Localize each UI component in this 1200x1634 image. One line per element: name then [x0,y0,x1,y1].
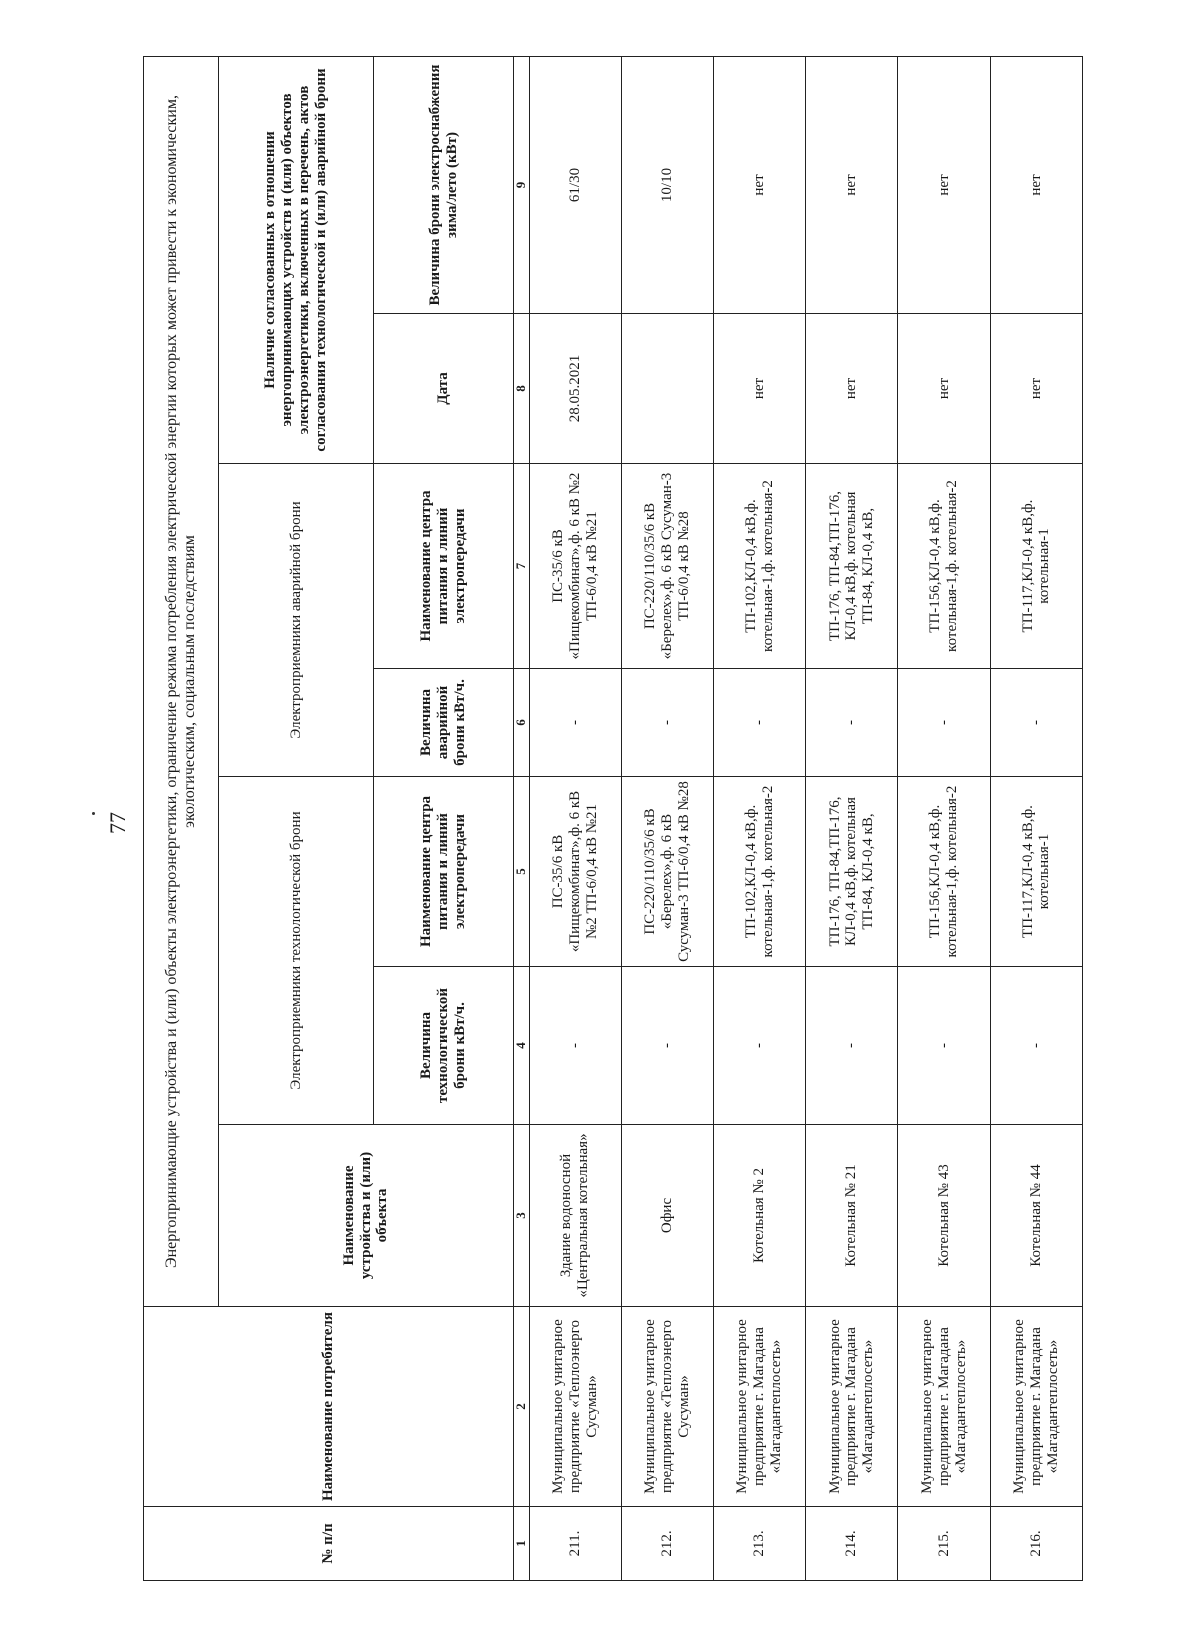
row-object: Здание водоносной «Центральная котельная» [529,1125,621,1307]
row-object: Котельная № 44 [990,1125,1082,1307]
table-row [529,56,621,1580]
row-bron: нет [898,56,990,313]
table-row [990,56,1082,1580]
row-emerg-value: - [529,669,621,777]
col-number: 1 [514,1507,530,1581]
row-tech-value: - [898,967,990,1125]
row-num: 214. [806,1507,898,1581]
row-emerg-value: - [714,669,806,777]
row-tech-center: ПС-220/110/35/6 кВ «Берелех»,ф. 6 кВ Сусуман-3 ТП-6/0,4 кВ №28 [621,777,713,967]
header-emerg-value: Величина аварийной брони кВт/ч. [374,669,514,777]
row-emerg-center: ТП-102,КЛ-0,4 кВ,ф. котельная-1,ф. котельная-2 [714,464,806,669]
row-bron: нет [990,56,1082,313]
row-emerg-center: ПС-220/110/35/6 кВ «Берелех»,ф. 6 кВ Сусуман-3 ТП-6/0,4 кВ №28 [621,464,713,669]
col-number: 5 [514,777,530,967]
row-tech-center: ТП-102,КЛ-0,4 кВ,ф. котельная-1,ф. котельная-2 [714,777,806,967]
row-consumer: Муниципальное унитарное предприятие «Теплоэнерго Сусуман» [529,1307,621,1507]
row-tech-value: - [621,967,713,1125]
row-object: Котельная № 43 [898,1125,990,1307]
row-tech-center: ТП-117,КЛ-0,4 кВ,ф. котельная-1 [990,777,1082,967]
col-number: 3 [514,1125,530,1307]
header-group-acts: Наличие согласованных в отношении энергопринимающих устройств и (или) объектов электроэнергетики, включенных в перечень, актов согласования технологической и (или) аварийной брони [219,56,374,463]
row-emerg-center: ПС-35/6 кВ «Пищекомбинат»,ф. 6 кВ №2 ТП-6/0,4 кВ №21 [529,464,621,669]
header-group-tech: Электроприемники технологической брони [219,777,374,1125]
row-emerg-value: - [898,669,990,777]
col-number: 6 [514,669,530,777]
row-date: 28.05.2021 [529,314,621,464]
header-tech-value: Величина технологической брони кВт/ч. [374,967,514,1125]
scan-dot [92,812,95,815]
row-consumer: Муниципальное унитарное предприятие г. Магадана «Магадантеплосеть» [714,1307,806,1507]
col-number: 4 [514,967,530,1125]
reservation-table [143,56,1083,1581]
row-date: нет [714,314,806,464]
header-object: Наименование устройства и (или) объекта [219,1125,514,1307]
row-emerg-center: ТП-176, ТП-84,ТП-176, КЛ-0,4 кВ,ф. котельная ТП-84, КЛ-0,4 кВ, [806,464,898,669]
rotated-table-container [143,57,1083,1581]
row-emerg-value: - [621,669,713,777]
row-date: нет [898,314,990,464]
header-tech-center: Наименование центра питания и линий электропередачи [374,777,514,967]
col-number: 8 [514,314,530,464]
header-group-emerg: Электроприемники аварийной брони [219,464,374,777]
row-emerg-value: - [990,669,1082,777]
row-num: 216. [990,1507,1082,1581]
header-emerg-center: Наименование центра питания и линий электропередачи [374,464,514,669]
row-bron: 61/30 [529,56,621,313]
col-number: 7 [514,464,530,669]
row-object: Офис [621,1125,713,1307]
row-consumer: Муниципальное унитарное предприятие г. Магадана «Магадантеплосеть» [898,1307,990,1507]
row-bron: нет [714,56,806,313]
row-bron: нет [806,56,898,313]
col-number: 2 [514,1307,530,1507]
table-row [806,56,898,1580]
header-acts-value: Величина брони электроснабжения зима/лето (кВт) [374,56,514,313]
col-number: 9 [514,56,530,313]
row-tech-value: - [806,967,898,1125]
row-emerg-center: ТП-117,КЛ-0,4 кВ,ф. котельная-1 [990,464,1082,669]
row-num: 215. [898,1507,990,1581]
row-object: Котельная № 21 [806,1125,898,1307]
row-tech-value: - [714,967,806,1125]
row-num: 212. [621,1507,713,1581]
table-row [714,56,806,1580]
row-tech-center: ТП-176, ТП-84,ТП-176, КЛ-0,4 кВ,ф. котельная ТП-84, КЛ-0,4 кВ, [806,777,898,967]
row-num: 211. [529,1507,621,1581]
row-num: 213. [714,1507,806,1581]
header-acts-date: Дата [374,314,514,464]
row-emerg-value: - [806,669,898,777]
row-consumer: Муниципальное унитарное предприятие г. Магадана «Магадантеплосеть» [990,1307,1082,1507]
header-group-main: Энергопринимающие устройства и (или) объекты электроэнергетики, ограничение режима потребления электрической энергии которых может привести к экономическим, экологическим, социальным последствиям [144,56,219,1306]
row-tech-value: - [529,967,621,1125]
row-tech-center: ТП-156,КЛ-0,4 кВ,ф. котельная-1,ф. котельная-2 [898,777,990,967]
table-row [621,56,713,1580]
row-consumer: Муниципальное унитарное предприятие «Теплоэнерго Сусуман» [621,1307,713,1507]
row-emerg-center: ТП-156,КЛ-0,4 кВ,ф. котельная-1,ф. котельная-2 [898,464,990,669]
header-consumer: Наименование потребителя [144,1307,514,1507]
row-tech-center: ПС-35/6 кВ «Пищекомбинат»,ф. 6 кВ №2 ТП-6/0,4 кВ №21 [529,777,621,967]
row-date: нет [806,314,898,464]
table-row [898,56,990,1580]
row-consumer: Муниципальное унитарное предприятие г. Магадана «Магадантеплосеть» [806,1307,898,1507]
header-num: № п/п [144,1507,514,1581]
row-date [621,314,713,464]
row-bron: 10/10 [621,56,713,313]
page-number: 77 [105,812,130,834]
row-tech-value: - [990,967,1082,1125]
row-date: нет [990,314,1082,464]
row-object: Котельная № 2 [714,1125,806,1307]
